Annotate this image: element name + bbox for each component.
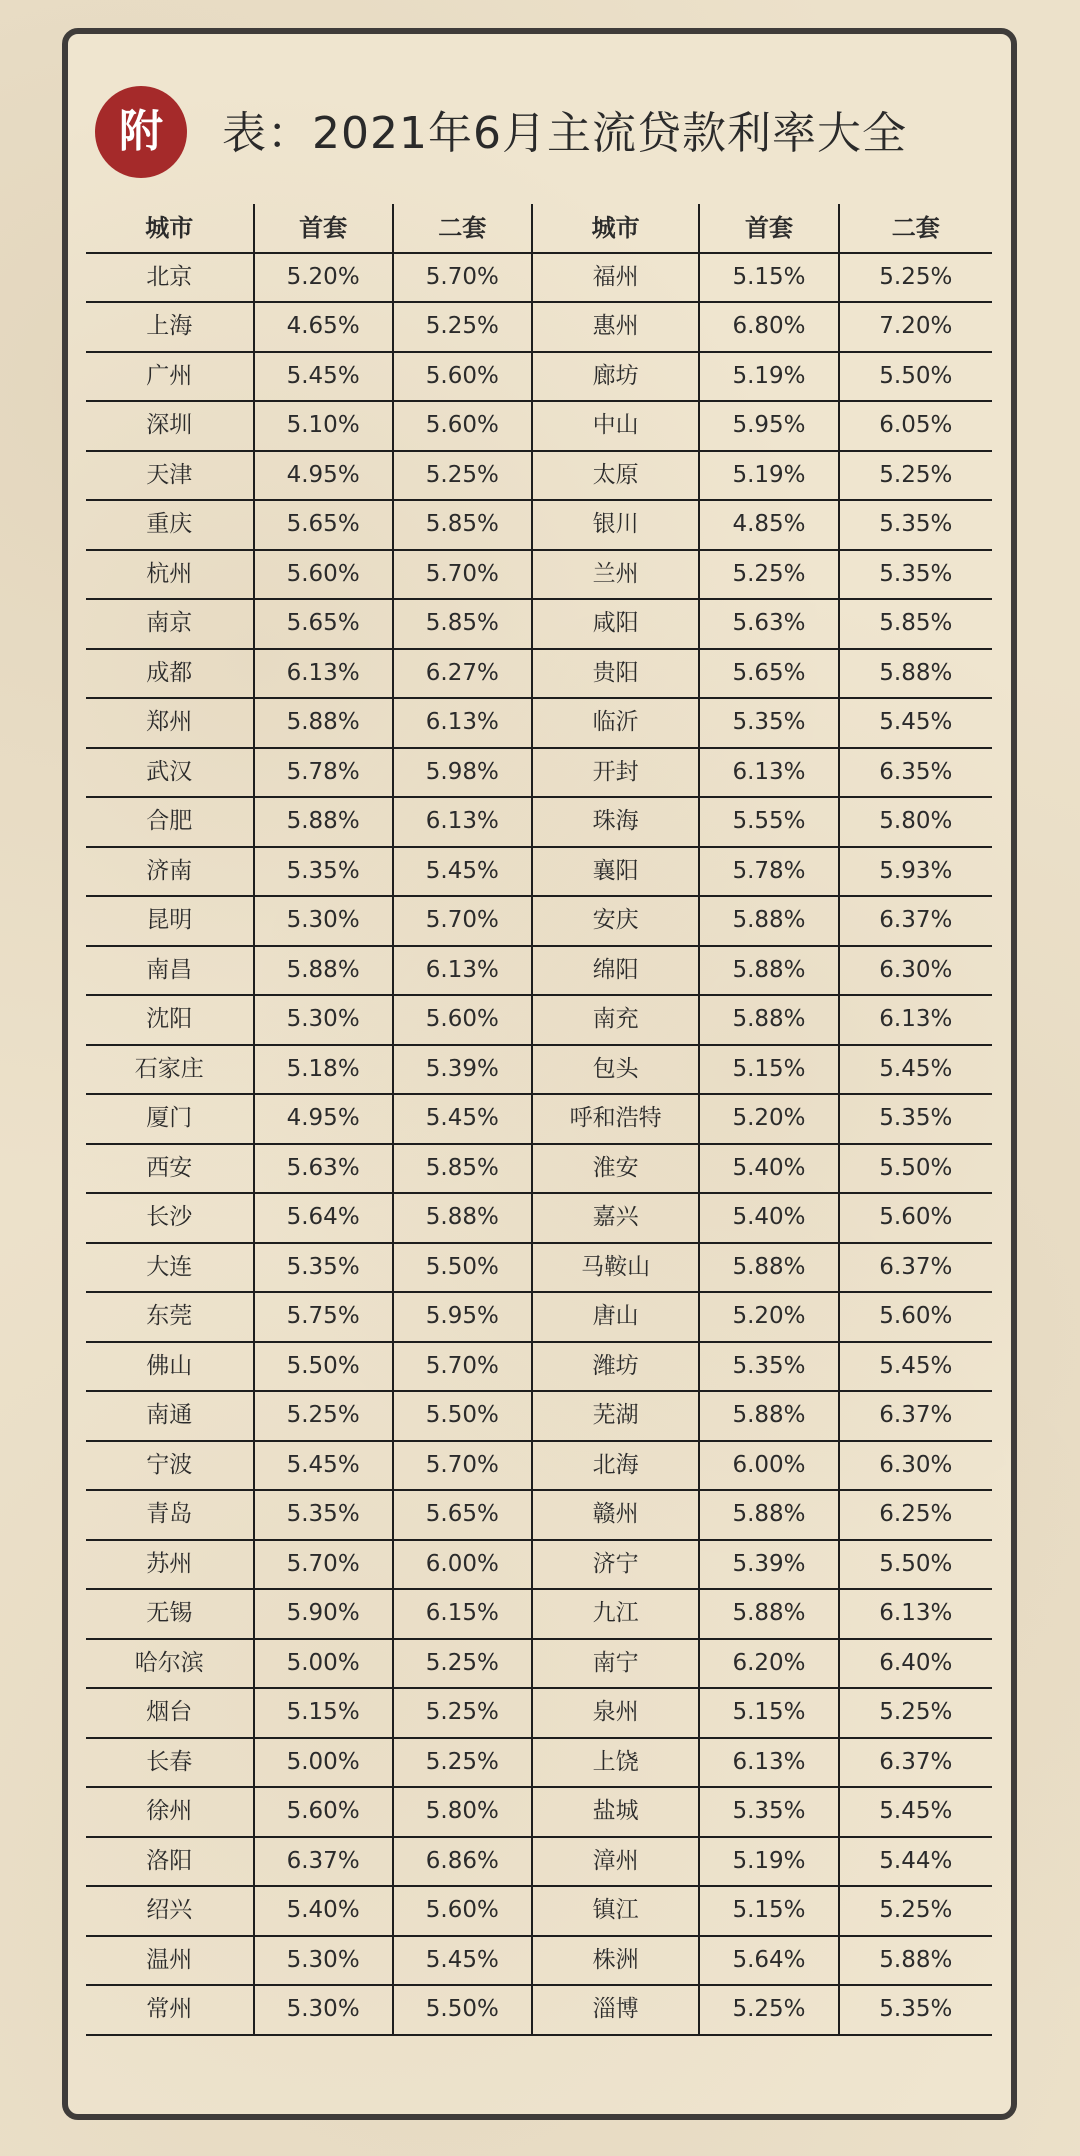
city-right: 九江 bbox=[532, 1589, 700, 1639]
table-row bbox=[86, 797, 992, 847]
city-left: 北京 bbox=[86, 253, 254, 303]
first-home-rate-left: 4.95% bbox=[254, 1094, 393, 1144]
table-row bbox=[86, 1985, 992, 2035]
table-row bbox=[86, 1738, 992, 1788]
table-row bbox=[86, 1688, 992, 1738]
city-right: 珠海 bbox=[532, 797, 700, 847]
second-home-rate-left: 5.25% bbox=[393, 451, 532, 501]
second-home-rate-left: 5.70% bbox=[393, 1342, 532, 1392]
second-home-rate-right: 6.35% bbox=[839, 748, 992, 798]
second-home-rate-left: 5.88% bbox=[393, 1193, 532, 1243]
city-left: 石家庄 bbox=[86, 1045, 254, 1095]
table-row bbox=[86, 1243, 992, 1293]
second-home-rate-right: 6.13% bbox=[839, 1589, 992, 1639]
first-home-rate-left: 5.88% bbox=[254, 698, 393, 748]
city-right: 太原 bbox=[532, 451, 700, 501]
first-home-rate-right: 5.39% bbox=[699, 1540, 838, 1590]
second-home-rate-right: 6.30% bbox=[839, 1441, 992, 1491]
city-left: 徐州 bbox=[86, 1787, 254, 1837]
first-home-rate-right: 5.35% bbox=[699, 1342, 838, 1392]
first-home-rate-right: 5.55% bbox=[699, 797, 838, 847]
first-home-rate-right: 6.80% bbox=[699, 302, 838, 352]
second-home-rate-left: 6.27% bbox=[393, 649, 532, 699]
second-home-rate-right: 5.50% bbox=[839, 1144, 992, 1194]
second-home-rate-right: 6.05% bbox=[839, 401, 992, 451]
second-home-rate-left: 5.25% bbox=[393, 1688, 532, 1738]
city-left: 广州 bbox=[86, 352, 254, 402]
first-home-rate-right: 6.13% bbox=[699, 748, 838, 798]
first-home-rate-right: 6.20% bbox=[699, 1639, 838, 1689]
first-home-rate-right: 5.25% bbox=[699, 550, 838, 600]
header-city-right: 城市 bbox=[532, 204, 700, 253]
city-right: 泉州 bbox=[532, 1688, 700, 1738]
city-left: 苏州 bbox=[86, 1540, 254, 1590]
first-home-rate-left: 5.70% bbox=[254, 1540, 393, 1590]
city-left: 哈尔滨 bbox=[86, 1639, 254, 1689]
first-home-rate-right: 5.63% bbox=[699, 599, 838, 649]
city-right: 银川 bbox=[532, 500, 700, 550]
second-home-rate-left: 5.60% bbox=[393, 1886, 532, 1936]
second-home-rate-left: 5.50% bbox=[393, 1391, 532, 1441]
second-home-rate-right: 6.37% bbox=[839, 896, 992, 946]
first-home-rate-left: 5.40% bbox=[254, 1886, 393, 1936]
second-home-rate-right: 5.45% bbox=[839, 698, 992, 748]
second-home-rate-left: 5.98% bbox=[393, 748, 532, 798]
city-left: 济南 bbox=[86, 847, 254, 897]
city-left: 成都 bbox=[86, 649, 254, 699]
first-home-rate-left: 5.50% bbox=[254, 1342, 393, 1392]
city-left: 佛山 bbox=[86, 1342, 254, 1392]
first-home-rate-right: 5.40% bbox=[699, 1144, 838, 1194]
table-row bbox=[86, 1342, 992, 1392]
second-home-rate-left: 6.86% bbox=[393, 1837, 532, 1887]
second-home-rate-left: 6.15% bbox=[393, 1589, 532, 1639]
table-row bbox=[86, 1787, 992, 1837]
second-home-rate-right: 5.45% bbox=[839, 1045, 992, 1095]
first-home-rate-left: 5.25% bbox=[254, 1391, 393, 1441]
table-row bbox=[86, 1391, 992, 1441]
city-left: 无锡 bbox=[86, 1589, 254, 1639]
table-row bbox=[86, 352, 992, 402]
first-home-rate-left: 5.45% bbox=[254, 1441, 393, 1491]
city-left: 深圳 bbox=[86, 401, 254, 451]
second-home-rate-left: 5.45% bbox=[393, 1094, 532, 1144]
table-row bbox=[86, 1441, 992, 1491]
second-home-rate-right: 6.37% bbox=[839, 1738, 992, 1788]
first-home-rate-left: 5.18% bbox=[254, 1045, 393, 1095]
table-row bbox=[86, 1045, 992, 1095]
city-left: 重庆 bbox=[86, 500, 254, 550]
first-home-rate-left: 6.37% bbox=[254, 1837, 393, 1887]
city-right: 惠州 bbox=[532, 302, 700, 352]
table-row bbox=[86, 401, 992, 451]
table-header-row bbox=[86, 204, 992, 253]
second-home-rate-right: 5.50% bbox=[839, 352, 992, 402]
second-home-rate-left: 5.95% bbox=[393, 1292, 532, 1342]
table-row bbox=[86, 847, 992, 897]
table-row bbox=[86, 1193, 992, 1243]
first-home-rate-right: 5.19% bbox=[699, 352, 838, 402]
first-home-rate-right: 5.20% bbox=[699, 1292, 838, 1342]
city-right: 芜湖 bbox=[532, 1391, 700, 1441]
city-left: 沈阳 bbox=[86, 995, 254, 1045]
header-first-home-left: 首套 bbox=[254, 204, 393, 253]
first-home-rate-right: 5.20% bbox=[699, 1094, 838, 1144]
second-home-rate-right: 5.93% bbox=[839, 847, 992, 897]
second-home-rate-right: 6.25% bbox=[839, 1490, 992, 1540]
city-right: 福州 bbox=[532, 253, 700, 303]
second-home-rate-right: 6.30% bbox=[839, 946, 992, 996]
first-home-rate-right: 5.88% bbox=[699, 1589, 838, 1639]
header-second-home-left: 二套 bbox=[393, 204, 532, 253]
second-home-rate-left: 5.45% bbox=[393, 1936, 532, 1986]
second-home-rate-left: 5.60% bbox=[393, 352, 532, 402]
table-row bbox=[86, 1144, 992, 1194]
table-row bbox=[86, 698, 992, 748]
second-home-rate-left: 5.85% bbox=[393, 599, 532, 649]
city-right: 廊坊 bbox=[532, 352, 700, 402]
second-home-rate-left: 6.13% bbox=[393, 698, 532, 748]
second-home-rate-right: 5.25% bbox=[839, 451, 992, 501]
city-left: 上海 bbox=[86, 302, 254, 352]
city-right: 镇江 bbox=[532, 1886, 700, 1936]
city-left: 宁波 bbox=[86, 1441, 254, 1491]
first-home-rate-left: 4.95% bbox=[254, 451, 393, 501]
second-home-rate-left: 5.70% bbox=[393, 1441, 532, 1491]
city-left: 大连 bbox=[86, 1243, 254, 1293]
city-right: 北海 bbox=[532, 1441, 700, 1491]
table-row bbox=[86, 550, 992, 600]
table-row bbox=[86, 1936, 992, 1986]
first-home-rate-right: 5.65% bbox=[699, 649, 838, 699]
table-row bbox=[86, 995, 992, 1045]
second-home-rate-left: 5.25% bbox=[393, 302, 532, 352]
city-right: 绵阳 bbox=[532, 946, 700, 996]
second-home-rate-left: 6.13% bbox=[393, 946, 532, 996]
city-left: 昆明 bbox=[86, 896, 254, 946]
city-left: 南昌 bbox=[86, 946, 254, 996]
table-row bbox=[86, 500, 992, 550]
first-home-rate-left: 5.88% bbox=[254, 946, 393, 996]
first-home-rate-right: 5.88% bbox=[699, 1243, 838, 1293]
first-home-rate-left: 5.45% bbox=[254, 352, 393, 402]
second-home-rate-right: 5.80% bbox=[839, 797, 992, 847]
second-home-rate-left: 5.50% bbox=[393, 1243, 532, 1293]
first-home-rate-right: 5.88% bbox=[699, 1490, 838, 1540]
second-home-rate-right: 6.37% bbox=[839, 1391, 992, 1441]
table-row bbox=[86, 1292, 992, 1342]
second-home-rate-right: 5.85% bbox=[839, 599, 992, 649]
first-home-rate-right: 5.64% bbox=[699, 1936, 838, 1986]
first-home-rate-left: 5.65% bbox=[254, 500, 393, 550]
city-right: 包头 bbox=[532, 1045, 700, 1095]
second-home-rate-right: 5.35% bbox=[839, 1094, 992, 1144]
header-second-home-right: 二套 bbox=[839, 204, 992, 253]
city-right: 上饶 bbox=[532, 1738, 700, 1788]
first-home-rate-right: 5.88% bbox=[699, 946, 838, 996]
table-body bbox=[86, 253, 992, 2035]
city-left: 长春 bbox=[86, 1738, 254, 1788]
second-home-rate-left: 5.65% bbox=[393, 1490, 532, 1540]
city-right: 淮安 bbox=[532, 1144, 700, 1194]
table-row bbox=[86, 1589, 992, 1639]
city-right: 南宁 bbox=[532, 1639, 700, 1689]
city-right: 马鞍山 bbox=[532, 1243, 700, 1293]
second-home-rate-right: 7.20% bbox=[839, 302, 992, 352]
page-title: 表：2021年6月主流贷款利率大全 bbox=[222, 108, 907, 159]
second-home-rate-right: 5.50% bbox=[839, 1540, 992, 1590]
second-home-rate-left: 5.45% bbox=[393, 847, 532, 897]
city-left: 南京 bbox=[86, 599, 254, 649]
table-row bbox=[86, 1490, 992, 1540]
table-row bbox=[86, 451, 992, 501]
second-home-rate-right: 5.35% bbox=[839, 550, 992, 600]
first-home-rate-right: 5.35% bbox=[699, 1787, 838, 1837]
city-right: 呼和浩特 bbox=[532, 1094, 700, 1144]
table-row bbox=[86, 1837, 992, 1887]
second-home-rate-right: 5.25% bbox=[839, 1688, 992, 1738]
city-right: 赣州 bbox=[532, 1490, 700, 1540]
second-home-rate-left: 6.13% bbox=[393, 797, 532, 847]
city-right: 临沂 bbox=[532, 698, 700, 748]
second-home-rate-left: 5.25% bbox=[393, 1639, 532, 1689]
city-left: 烟台 bbox=[86, 1688, 254, 1738]
first-home-rate-right: 5.15% bbox=[699, 253, 838, 303]
city-right: 济宁 bbox=[532, 1540, 700, 1590]
city-right: 唐山 bbox=[532, 1292, 700, 1342]
first-home-rate-right: 5.35% bbox=[699, 698, 838, 748]
header-city-left: 城市 bbox=[86, 204, 254, 253]
first-home-rate-right: 6.00% bbox=[699, 1441, 838, 1491]
city-right: 开封 bbox=[532, 748, 700, 798]
first-home-rate-left: 5.65% bbox=[254, 599, 393, 649]
city-right: 安庆 bbox=[532, 896, 700, 946]
first-home-rate-left: 5.30% bbox=[254, 1985, 393, 2035]
first-home-rate-right: 6.13% bbox=[699, 1738, 838, 1788]
second-home-rate-right: 5.25% bbox=[839, 1886, 992, 1936]
city-left: 温州 bbox=[86, 1936, 254, 1986]
first-home-rate-right: 5.88% bbox=[699, 1391, 838, 1441]
second-home-rate-right: 5.44% bbox=[839, 1837, 992, 1887]
city-right: 嘉兴 bbox=[532, 1193, 700, 1243]
city-right: 南充 bbox=[532, 995, 700, 1045]
second-home-rate-right: 5.88% bbox=[839, 1936, 992, 1986]
city-right: 潍坊 bbox=[532, 1342, 700, 1392]
first-home-rate-right: 5.15% bbox=[699, 1045, 838, 1095]
first-home-rate-right: 5.19% bbox=[699, 1837, 838, 1887]
second-home-rate-right: 5.60% bbox=[839, 1292, 992, 1342]
second-home-rate-left: 6.00% bbox=[393, 1540, 532, 1590]
city-left: 厦门 bbox=[86, 1094, 254, 1144]
first-home-rate-right: 5.88% bbox=[699, 896, 838, 946]
first-home-rate-left: 5.35% bbox=[254, 1243, 393, 1293]
city-left: 天津 bbox=[86, 451, 254, 501]
first-home-rate-left: 5.75% bbox=[254, 1292, 393, 1342]
first-home-rate-right: 5.95% bbox=[699, 401, 838, 451]
second-home-rate-left: 5.50% bbox=[393, 1985, 532, 2035]
first-home-rate-left: 4.65% bbox=[254, 302, 393, 352]
city-right: 淄博 bbox=[532, 1985, 700, 2035]
city-right: 盐城 bbox=[532, 1787, 700, 1837]
city-left: 洛阳 bbox=[86, 1837, 254, 1887]
first-home-rate-left: 5.60% bbox=[254, 550, 393, 600]
city-left: 西安 bbox=[86, 1144, 254, 1194]
city-right: 株洲 bbox=[532, 1936, 700, 1986]
city-left: 郑州 bbox=[86, 698, 254, 748]
first-home-rate-left: 5.30% bbox=[254, 896, 393, 946]
second-home-rate-right: 6.13% bbox=[839, 995, 992, 1045]
second-home-rate-left: 5.80% bbox=[393, 1787, 532, 1837]
second-home-rate-right: 5.35% bbox=[839, 500, 992, 550]
city-left: 常州 bbox=[86, 1985, 254, 2035]
city-left: 合肥 bbox=[86, 797, 254, 847]
first-home-rate-left: 5.60% bbox=[254, 1787, 393, 1837]
table-row bbox=[86, 946, 992, 996]
table-row bbox=[86, 253, 992, 303]
first-home-rate-right: 5.15% bbox=[699, 1886, 838, 1936]
first-home-rate-left: 5.30% bbox=[254, 995, 393, 1045]
table-row bbox=[86, 599, 992, 649]
second-home-rate-right: 5.45% bbox=[839, 1342, 992, 1392]
second-home-rate-left: 5.70% bbox=[393, 253, 532, 303]
first-home-rate-right: 5.40% bbox=[699, 1193, 838, 1243]
city-left: 南通 bbox=[86, 1391, 254, 1441]
first-home-rate-left: 5.30% bbox=[254, 1936, 393, 1986]
city-right: 兰州 bbox=[532, 550, 700, 600]
table-row bbox=[86, 896, 992, 946]
city-left: 杭州 bbox=[86, 550, 254, 600]
table-row bbox=[86, 748, 992, 798]
city-left: 长沙 bbox=[86, 1193, 254, 1243]
city-right: 贵阳 bbox=[532, 649, 700, 699]
table-row bbox=[86, 302, 992, 352]
first-home-rate-right: 5.19% bbox=[699, 451, 838, 501]
first-home-rate-left: 5.15% bbox=[254, 1688, 393, 1738]
first-home-rate-right: 5.88% bbox=[699, 995, 838, 1045]
city-right: 漳州 bbox=[532, 1837, 700, 1887]
first-home-rate-right: 5.25% bbox=[699, 1985, 838, 2035]
city-right: 咸阳 bbox=[532, 599, 700, 649]
table-row bbox=[86, 1094, 992, 1144]
first-home-rate-left: 5.35% bbox=[254, 1490, 393, 1540]
first-home-rate-right: 5.15% bbox=[699, 1688, 838, 1738]
city-left: 武汉 bbox=[86, 748, 254, 798]
table-row bbox=[86, 1886, 992, 1936]
appendix-badge: 附 bbox=[95, 86, 187, 178]
first-home-rate-left: 5.10% bbox=[254, 401, 393, 451]
second-home-rate-left: 5.39% bbox=[393, 1045, 532, 1095]
table-row bbox=[86, 649, 992, 699]
second-home-rate-left: 5.60% bbox=[393, 401, 532, 451]
city-left: 东莞 bbox=[86, 1292, 254, 1342]
second-home-rate-right: 6.40% bbox=[839, 1639, 992, 1689]
city-right: 中山 bbox=[532, 401, 700, 451]
table-row bbox=[86, 1540, 992, 1590]
second-home-rate-left: 5.70% bbox=[393, 896, 532, 946]
first-home-rate-right: 5.78% bbox=[699, 847, 838, 897]
first-home-rate-left: 5.20% bbox=[254, 253, 393, 303]
second-home-rate-right: 6.37% bbox=[839, 1243, 992, 1293]
first-home-rate-left: 5.64% bbox=[254, 1193, 393, 1243]
first-home-rate-left: 5.78% bbox=[254, 748, 393, 798]
table-row bbox=[86, 1639, 992, 1689]
second-home-rate-right: 5.35% bbox=[839, 1985, 992, 2035]
second-home-rate-right: 5.25% bbox=[839, 253, 992, 303]
second-home-rate-left: 5.85% bbox=[393, 500, 532, 550]
first-home-rate-left: 5.35% bbox=[254, 847, 393, 897]
first-home-rate-left: 5.63% bbox=[254, 1144, 393, 1194]
second-home-rate-left: 5.60% bbox=[393, 995, 532, 1045]
city-right: 襄阳 bbox=[532, 847, 700, 897]
second-home-rate-left: 5.85% bbox=[393, 1144, 532, 1194]
second-home-rate-right: 5.88% bbox=[839, 649, 992, 699]
city-left: 绍兴 bbox=[86, 1886, 254, 1936]
second-home-rate-left: 5.25% bbox=[393, 1738, 532, 1788]
first-home-rate-right: 4.85% bbox=[699, 500, 838, 550]
first-home-rate-left: 5.90% bbox=[254, 1589, 393, 1639]
header-first-home-right: 首套 bbox=[699, 204, 838, 253]
second-home-rate-left: 5.70% bbox=[393, 550, 532, 600]
first-home-rate-left: 5.00% bbox=[254, 1639, 393, 1689]
second-home-rate-right: 5.45% bbox=[839, 1787, 992, 1837]
first-home-rate-left: 6.13% bbox=[254, 649, 393, 699]
first-home-rate-left: 5.00% bbox=[254, 1738, 393, 1788]
city-left: 青岛 bbox=[86, 1490, 254, 1540]
second-home-rate-right: 5.60% bbox=[839, 1193, 992, 1243]
loan-rate-table bbox=[86, 204, 992, 2036]
first-home-rate-left: 5.88% bbox=[254, 797, 393, 847]
